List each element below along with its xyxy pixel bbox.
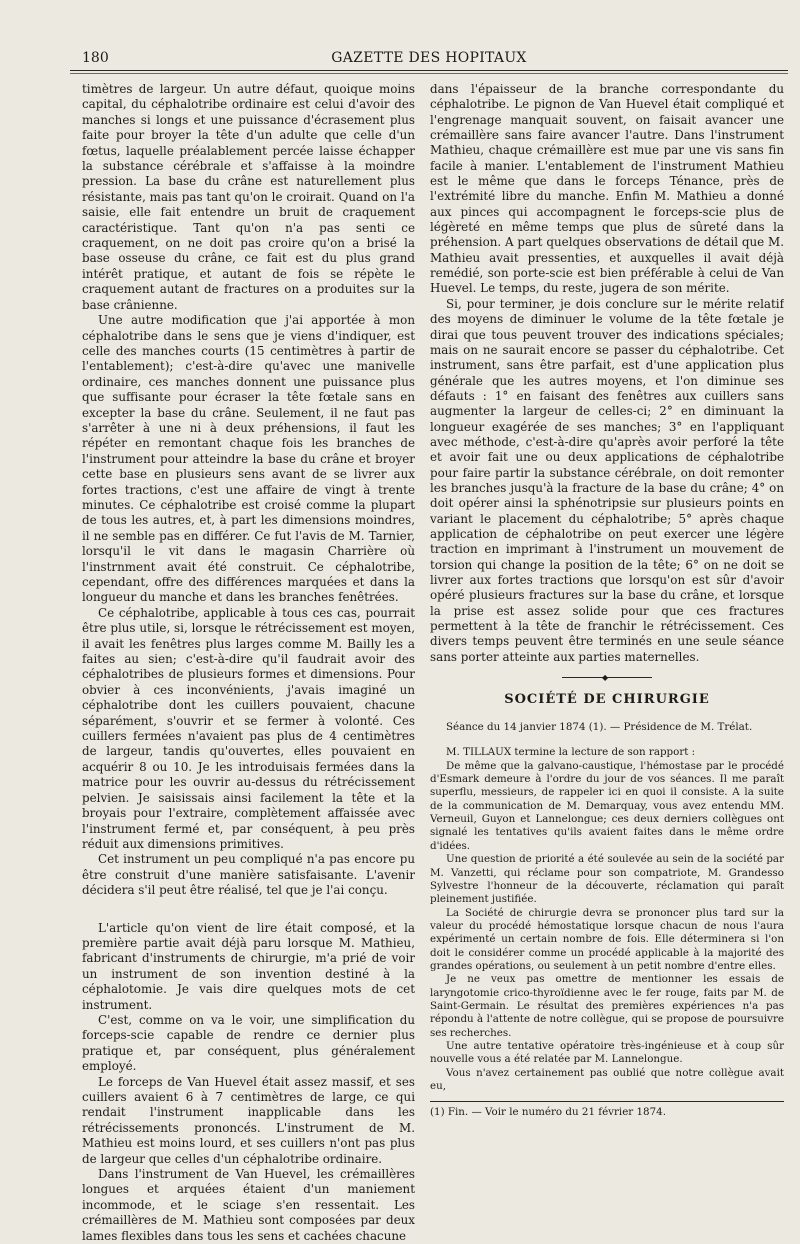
journal-title: GAZETTE DES HOPITAUX xyxy=(331,50,527,66)
footnote-rule xyxy=(430,1101,784,1102)
page-number: 180 xyxy=(82,50,109,66)
seance-line: Séance du 14 janvier 1874 (1). — Présidence de M. Trélat. xyxy=(446,721,753,734)
paragraph: Ce céphalotribe, applicable à tous ces cas, pourrait être plus utile, si, lorsque le rétrécissement est moyen, il avait les fenêtres plus larges comme M. Bailly les a faites au sien; c'est-à-dire qu'il faudrait avoir des céphalotribes de plusieurs formes et dimensions. Pour obvier à ces inconvénients, j'avais imaginé un céphalotribe dont les cuillers pouvaient, chacune séparément, s'ouvrir et se fermer à volonté. Ces cuillers fermées n'avaient pas plus de 4 centimètres de largeur, tandis qu'ouvertes, elles pouvaient en acquérir 8 ou 10. Je les introduisais fermées dans la matrice pour les ouvrir au-dessus du rétrécissement pelvien. Je saisissais ainsi facilement la tête et la broyais pour l'extraire, complètement affaissée avec l'instrument fermé et, par conséquent, à peu près réduit aux dimensions primitives. xyxy=(82,605,415,851)
paragraph: De même que la galvano-caustique, l'hémostase par le procédé d'Esmark demeure à l'ordre du jour de vos séances. Il me paraît superflu, messieurs, de rappeler ici en quoi il consiste. A la suite de la communication de M. Demarquay, vous avez entendu MM. Verneuil, Guyon et Lannelongue; ces deux derniers collègues ont signalé les tentatives qu'ils avaient faites dans le même ordre d'idées. xyxy=(430,759,784,852)
paragraph: dans l'épaisseur de la branche correspondante du céphalotribe. Le pignon de Van Huevel était compliqué et l'engrenage manquait souvent, on faisait avancer une crémaillère sans faire avancer l'autre. Dans l'instrument Mathieu, chaque crémaillère est mue par une vis sans fin facile à manier. L'entablement de l'instrument Mathieu est le même que dans le forceps Ténance, près de l'extrémité libre du manche. Enfin M. Mathieu a donné aux pinces qui accompagnent le forceps-scie plus de légèreté en même temps que plus de sûreté dans la préhension. A part quelques observations de détail que M. Mathieu avait pressenties, et auxquelles il avait déjà remédié, son porte-scie est bien préférable à celui de Van Huevel. Le temps, du reste, jugera de son mérite. xyxy=(430,82,784,296)
paragraph: timètres de largeur. Un autre défaut, quoique moins capital, du céphalotribe ordinaire est celui d'avoir des manches si longs et une puissance d'écrasement plus faite pour broyer la tête d'un adulte que celle d'un fœtus, laquelle préalablement percée laisse échapper la substance cérébrale et s'affaisse à la moindre pression. La base du crâne est naturellement plus résistante, mais pas tant qu'on le croirait. Quand on l'a saisie, elle fait entendre un bruit de craquement caractéristique. Tant qu'on n'a pas senti ce craquement, on ne doit pas croire qu'on a brisé la base osseuse du crâne, ce fait est du plus grand intérêt pratique, et autant de fois se répète le craquement autant de fractures on a produites sur la base crânienne. xyxy=(82,82,415,312)
paragraph: C'est, comme on va le voir, une simplification du forceps-scie capable de rendre ce dernier plus pratique et, par conséquent, plus généralement employé. xyxy=(82,1012,415,1074)
header-rule xyxy=(70,73,788,74)
section-separator xyxy=(562,673,652,683)
paragraph: M. TILLAUX termine la lecture de son rapport : xyxy=(446,746,696,759)
paragraph: Le forceps de Van Huevel était assez massif, et ses cuillers avaient 6 à 7 centimètres de large, ce qui rendait l'instrument inapplicable dans les rétrécissements prononcés. L'instrument de M. Mathieu est moins lourd, et ses cuillers n'ont pas plus de largeur que celles d'un céphalotribe ordinaire. xyxy=(82,1074,415,1166)
paragraph: Dans l'instrument de Van Huevel, les crémaillères longues et arquées étaient d'un maniement incommode, et le sciage s'en ressentait. Les crémaillères de M. Mathieu sont composées par deux lames flexibles dans tous les sens et cachées chacune xyxy=(82,1167,415,1243)
running-header xyxy=(70,48,788,71)
article-continuation xyxy=(430,82,784,665)
paragraph: Si, pour terminer, je dois conclure sur le mérite relatif des moyens de diminuer le volume de la tête fœtale je dirai que tous peuvent trouver des indications spéciales; mais on ne saurait encore se passer du céphalotribe. Cet instrument, sans être parfait, est d'une application plus générale que les autres moyens, et l'on diminue ses défauts : 1° en faisant des fenêtres aux cuillers sans augmenter la largeur de celles-ci; 2° en diminuant la longueur exagérée de ses manches; 3° en l'appliquant avec méthode, c'est-à-dire qu'après avoir perforé la tête et avoir fait une ou deux applications de céphalotribe pour faire partir la substance cérébrale, on doit remonter les branches jusqu'à la fracture de la base du crâne; 4° on doit opérer ainsi la sphénotripsie sur plusieurs points en variant le placement du céphalotribe; 5° après chaque application de céphalotribe on peut exercer une légère traction en imprimant à l'instrument un mouvement de torsion qui change la position de la tête; 6° on ne doit se livrer aux fortes tractions que lorsqu'on est sûr d'avoir opéré plusieurs fractures sur la base du crâne, et lorsque la prise est assez solide pour que ces fractures permettent à la tête de franchir le rétrécissement. Ces divers temps peuvent être terminés en une seule séance sans porter atteinte aux parties maternelles. xyxy=(430,296,784,664)
footnote: (1) Fin. — Voir le numéro du 21 février 1874. xyxy=(430,1106,666,1119)
paragraph: Une question de priorité a été soulevée au sein de la société par M. Vanzetti, qui réclame pour son compatriote, M. Grandesso Sylvestre l'honneur de la découverte, réclamation qui paraît pleinement justifiée. xyxy=(430,853,784,906)
spacer xyxy=(82,899,415,921)
paragraph: Je ne veux pas omettre de mentionner les essais de laryngotomie crico-thyroïdienne avec le fer rouge, faits par M. de Saint-Germain. Le résultat des premières expériences n'a pas répondu à l'attente de notre collègue, qui se propose de poursuivre ses recherches. xyxy=(430,973,784,1039)
right-column xyxy=(430,82,784,1119)
paragraph: Vous n'avez certainement pas oublié que notre collègue avait eu, xyxy=(430,1066,784,1092)
paragraph: Cet instrument un peu compliqué n'a pas encore pu être construit d'une manière satisfaisante. L'avenir décidera s'il peut être réalisé, tel que je l'ai conçu. xyxy=(82,852,415,898)
left-column xyxy=(82,82,415,1244)
paragraph: Une autre tentative opératoire très-ingénieuse et à coup sûr nouvelle vous a été relatée par M. Lannelongue. xyxy=(430,1039,784,1066)
separator-ornament: ◆ xyxy=(602,673,609,683)
section-body xyxy=(430,721,784,1119)
paragraph: La Société de chirurgie devra se prononcer plus tard sur la valeur du procédé hémostatique lorsque chacun de nous l'aura expérimenté un certain nombre de fois. Elle déterminera si l'on doit le considérer comme un procédé applicable à la majorité des grandes opérations, ou seulement à un petit nombre d'entre elles. xyxy=(430,906,784,972)
paragraph: Une autre modification que j'ai apportée à mon céphalotribe dans le sens que je viens d'indiquer, est celle des manches courts (15 centimètres à partir de l'entablement); c'est-à-dire qu'avec une manivelle ordinaire, ces manches donnent une puissance plus que suffisante pour écraser la tête fœtale sans en excepter la base du crâne. Seulement, il ne faut pas s'arrêter à une ni à deux préhensions, il faut les répéter en remontant chaque fois les branches de l'instrument pour atteindre la base du crâne et broyer cette base en plusieurs sens avant de se livrer aux fortes tractions, c'est une affaire de vingt à trente minutes. Ce céphalotribe est croisé comme la plupart de tous les autres, et, à part les dimensions moindres, il ne semble pas en différer. Ce fut l'avis de M. Tarnier, lorsqu'il le vit dans le magasin Charrière où l'instrnment avait été construit. Ce céphalotribe, cependant, offre des différences marquées et dans la longueur du manche et dans les branches fenêtrées. xyxy=(82,313,415,605)
paragraph: L'article qu'on vient de lire était composé, et la première partie avait déjà paru lorsque M. Mathieu, fabricant d'instruments de chirurgie, m'a prié de voir un instrument de son invention destiné à la céphalotomie. Je vais dire quelques mots de cet instrument. xyxy=(82,920,415,1012)
section-title: SOCIÉTÉ DE CHIRURGIE xyxy=(504,692,710,708)
